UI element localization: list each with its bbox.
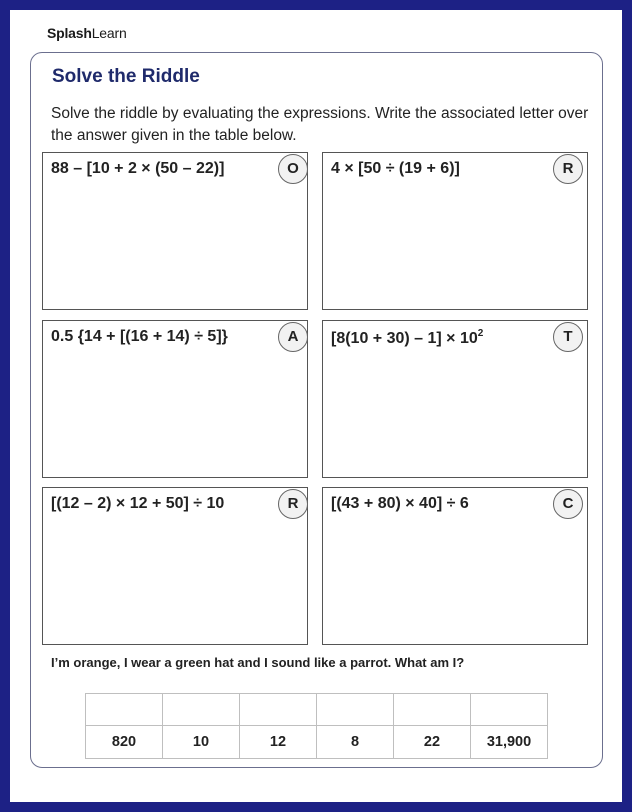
answer-table xyxy=(85,693,548,759)
problem-expression: 88 – [10 + 2 × (50 – 22)] xyxy=(51,160,225,177)
letter-cell[interactable] xyxy=(471,694,548,726)
letter-badge: T xyxy=(553,322,583,352)
problem-expression: [(12 – 2) × 12 + 50] ÷ 10 xyxy=(51,495,225,512)
splashlearn-logo xyxy=(47,25,127,41)
answer-cell: 820 xyxy=(86,726,163,759)
problem-expression: 4 × [50 ÷ (19 + 6)] xyxy=(331,160,460,177)
letter-badge: R xyxy=(278,489,308,519)
letter-badge: R xyxy=(553,154,583,184)
letter-cell[interactable] xyxy=(394,694,471,726)
instructions-text: Solve the riddle by evaluating the expressions. Write the associated letter over the answer given in the table below. xyxy=(51,105,589,144)
expression-base: [8(10 + 30) – 1] × 10 xyxy=(331,330,478,347)
letter-badge: A xyxy=(278,322,308,352)
problem-box-5[interactable] xyxy=(42,487,308,645)
logo-text-bold: Splash xyxy=(47,25,92,41)
answer-cell: 10 xyxy=(163,726,240,759)
problem-box-2[interactable] xyxy=(322,152,588,310)
answer-cell: 12 xyxy=(240,726,317,759)
answer-row xyxy=(86,726,548,759)
letter-cell[interactable] xyxy=(86,694,163,726)
letter-cell[interactable] xyxy=(240,694,317,726)
letter-badge: O xyxy=(278,154,308,184)
worksheet-title: Solve the Riddle xyxy=(52,66,200,87)
letter-row xyxy=(86,694,548,726)
letter-badge: C xyxy=(553,489,583,519)
letter-cell[interactable] xyxy=(317,694,394,726)
answer-cell: 8 xyxy=(317,726,394,759)
expression-exponent: 2 xyxy=(477,328,484,339)
problem-box-1[interactable] xyxy=(42,152,308,310)
problem-box-6[interactable] xyxy=(322,487,588,645)
problem-box-3[interactable] xyxy=(42,320,308,478)
problem-expression xyxy=(331,328,483,348)
logo-text-light: Learn xyxy=(91,25,127,41)
answer-cell: 31,900 xyxy=(471,726,548,759)
problem-expression: 0.5 {14 + [(16 + 14) ÷ 5]} xyxy=(51,328,228,345)
letter-cell[interactable] xyxy=(163,694,240,726)
riddle-question: I’m orange, I wear a green hat and I sound like a parrot. What am I? xyxy=(51,655,465,670)
answer-cell: 22 xyxy=(394,726,471,759)
problem-expression: [(43 + 80) × 40] ÷ 6 xyxy=(331,495,469,512)
problem-box-4[interactable] xyxy=(322,320,588,478)
